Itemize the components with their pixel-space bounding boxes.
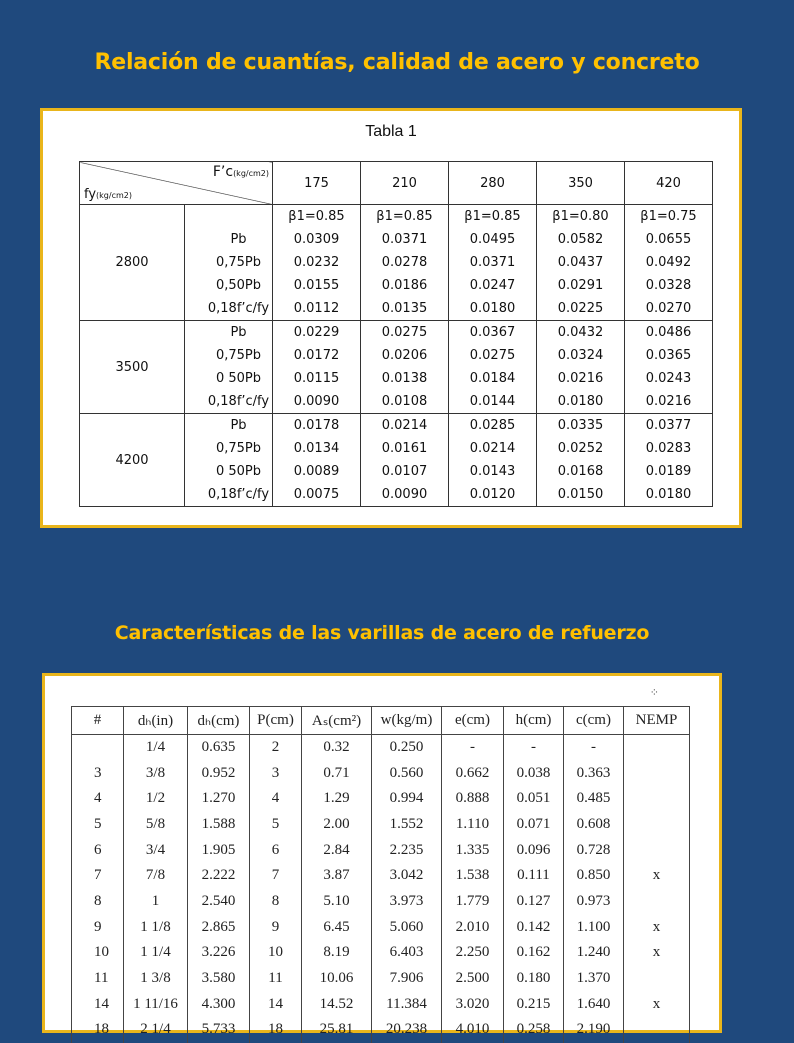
ratio-value: 0.0377 <box>645 418 692 433</box>
varillas-cell: 6.403 <box>372 940 442 966</box>
ratio-value: 0.0432 <box>557 325 604 340</box>
varillas-cell: 0.608 <box>564 812 624 838</box>
varillas-cell: 6.45 <box>302 914 372 940</box>
ratio-value-cell <box>273 205 361 321</box>
varillas-header-cell: P(cm) <box>250 707 302 735</box>
varillas-header-cell: dₕ(cm) <box>188 707 250 735</box>
varillas-cell: 1 1/8 <box>124 914 188 940</box>
ratio-value-cell <box>273 321 361 414</box>
varillas-cell <box>624 1017 690 1043</box>
ratio-label-stack <box>185 321 272 413</box>
ratio-value: 0.0371 <box>381 232 428 247</box>
ratio-value: 0.0107 <box>381 464 428 479</box>
varillas-header-cell: Aₛ(cm²) <box>302 707 372 735</box>
ratio-value: 0.0492 <box>645 255 692 270</box>
varillas-cell: 1.335 <box>442 837 504 863</box>
ratio-value-stack <box>625 321 712 413</box>
ratio-value-stack <box>449 321 536 413</box>
varillas-cell: 14 <box>72 991 124 1017</box>
varillas-cell: 5.060 <box>372 914 442 940</box>
ratio-value: 0.0437 <box>557 255 604 270</box>
varillas-row <box>72 940 690 966</box>
ratio-value: 0.0138 <box>381 371 428 386</box>
varillas-cell: 3/4 <box>124 837 188 863</box>
varillas-cell: 8 <box>250 889 302 915</box>
ratio-value: 0.0275 <box>469 348 516 363</box>
ratio-value-cell <box>625 414 713 507</box>
varillas-cell: 0.662 <box>442 760 504 786</box>
ratio-value: 0.0120 <box>469 487 516 502</box>
varillas-cell: 0.071 <box>504 812 564 838</box>
ratio-value: 0.0180 <box>645 487 692 502</box>
varillas-cell: 5 <box>250 812 302 838</box>
varillas-cell: 0.051 <box>504 786 564 812</box>
varillas-cell: 1.29 <box>302 786 372 812</box>
ratio-value: 0.0214 <box>469 441 516 456</box>
ratio-value-stack <box>273 205 360 320</box>
ratio-value: 0.0285 <box>469 418 516 433</box>
varillas-row <box>72 889 690 915</box>
ratio-value: 0.0324 <box>557 348 604 363</box>
varillas-row <box>72 991 690 1017</box>
beta-spacer <box>185 205 272 228</box>
varillas-cell: 2.865 <box>188 914 250 940</box>
varillas-cell: 0.71 <box>302 760 372 786</box>
ratio-value-cell <box>537 414 625 507</box>
varillas-cell: 11.384 <box>372 991 442 1017</box>
varillas-cell: 2.84 <box>302 837 372 863</box>
ratio-label-cell <box>185 414 273 507</box>
varillas-cell <box>624 966 690 992</box>
ratio-label: 0 50Pb <box>215 371 262 386</box>
varillas-cell: 0.32 <box>302 735 372 761</box>
varillas-cell: 1.240 <box>564 940 624 966</box>
varillas-cell: 3.226 <box>188 940 250 966</box>
varillas-cell: 2 1/4 <box>124 1017 188 1043</box>
varillas-cell: 2.235 <box>372 837 442 863</box>
varillas-header-cell: e(cm) <box>442 707 504 735</box>
varillas-cell: 0.180 <box>504 966 564 992</box>
corner-fy-text: fy <box>84 187 97 202</box>
ratio-value: 0.0161 <box>381 441 428 456</box>
fc-header-cell: 350 <box>537 162 625 205</box>
varillas-cell: 1.370 <box>564 966 624 992</box>
varillas-cell: 3/8 <box>124 760 188 786</box>
varillas-cell: 11 <box>72 966 124 992</box>
varillas-cell: 7.906 <box>372 966 442 992</box>
varillas-cell: - <box>504 735 564 761</box>
varillas-cell: 2.010 <box>442 914 504 940</box>
varillas-cell: 7 <box>72 863 124 889</box>
ratio-value: 0.0309 <box>293 232 340 247</box>
ratio-value: 0.0582 <box>557 232 604 247</box>
varillas-cell: 0.038 <box>504 760 564 786</box>
varillas-cell: 1.552 <box>372 812 442 838</box>
varillas-cell <box>624 837 690 863</box>
varillas-cell: 2.190 <box>564 1017 624 1043</box>
varillas-cell: 0.850 <box>564 863 624 889</box>
beta-value: β1=0.85 <box>376 209 433 224</box>
ratio-value: 0.0371 <box>469 255 516 270</box>
varillas-cell: 6 <box>72 837 124 863</box>
varillas-cell: 1.100 <box>564 914 624 940</box>
slide-title-2: Características de las varillas de acero de refuerzo <box>114 622 650 644</box>
varillas-cell: 2.540 <box>188 889 250 915</box>
fc-header-cell: 420 <box>625 162 713 205</box>
ratio-value-stack <box>449 414 536 506</box>
varillas-row <box>72 760 690 786</box>
varillas-cell: x <box>624 914 690 940</box>
ratio-value: 0.0135 <box>381 301 428 316</box>
varillas-cell: 10.06 <box>302 966 372 992</box>
ratio-label-cell <box>185 205 273 321</box>
ratio-value-cell <box>537 205 625 321</box>
varillas-cell <box>624 760 690 786</box>
varillas-cell: 8 <box>72 889 124 915</box>
ratio-value: 0.0075 <box>293 487 340 502</box>
corner-fc-unit: (kg/cm2) <box>233 169 269 178</box>
varillas-cell: 5.733 <box>188 1017 250 1043</box>
fy-value-cell: 3500 <box>80 321 185 414</box>
varillas-header-cell: w(kg/m) <box>372 707 442 735</box>
ratio-value: 0.0655 <box>645 232 692 247</box>
ratio-value: 0.0189 <box>645 464 692 479</box>
ratio-value-stack <box>361 205 448 320</box>
cuantias-header-row <box>80 162 713 205</box>
ratio-value-cell <box>625 321 713 414</box>
varillas-cell: 3 <box>250 760 302 786</box>
varillas-row <box>72 837 690 863</box>
varillas-cell: 0.258 <box>504 1017 564 1043</box>
tabla-1-caption: Tabla 1 <box>365 123 417 140</box>
varillas-header-cell: NEMP <box>624 707 690 735</box>
varillas-cell <box>624 812 690 838</box>
ratio-value: 0.0216 <box>557 371 604 386</box>
ratio-value: 0.0172 <box>293 348 340 363</box>
varillas-table <box>71 706 690 1043</box>
varillas-row <box>72 786 690 812</box>
slide-title-1: Relación de cuantías, calidad de acero y concreto <box>94 50 700 75</box>
ratio-value: 0.0270 <box>645 301 692 316</box>
ratio-value: 0.0180 <box>469 301 516 316</box>
varillas-cell: 0.485 <box>564 786 624 812</box>
ratio-value: 0.0252 <box>557 441 604 456</box>
ratio-value-cell <box>449 321 537 414</box>
ratio-label: Pb <box>230 418 247 433</box>
varillas-cell: x <box>624 863 690 889</box>
ratio-value-cell <box>361 414 449 507</box>
ratio-value-cell <box>273 414 361 507</box>
ratio-value: 0.0090 <box>381 487 428 502</box>
ratio-value-cell <box>361 205 449 321</box>
fy-group-row <box>80 321 713 414</box>
varillas-cell: 0.728 <box>564 837 624 863</box>
varillas-cell: 4.010 <box>442 1017 504 1043</box>
varillas-cell: 1.538 <box>442 863 504 889</box>
ratio-value: 0.0232 <box>293 255 340 270</box>
ratio-value-stack <box>361 414 448 506</box>
varillas-header-cell: h(cm) <box>504 707 564 735</box>
ratio-value: 0.0229 <box>293 325 340 340</box>
varillas-cell: 0.973 <box>564 889 624 915</box>
varillas-cell: 14.52 <box>302 991 372 1017</box>
ratio-value: 0.0486 <box>645 325 692 340</box>
varillas-row <box>72 812 690 838</box>
varillas-cell <box>72 735 124 761</box>
varillas-cell <box>624 889 690 915</box>
fc-header-cell: 280 <box>449 162 537 205</box>
varillas-cell: 10 <box>72 940 124 966</box>
varillas-cell: 4.300 <box>188 991 250 1017</box>
ratio-value-stack <box>625 205 712 320</box>
varillas-cell <box>624 735 690 761</box>
ratio-value: 0.0184 <box>469 371 516 386</box>
ratio-value: 0.0168 <box>557 464 604 479</box>
ratio-value-cell <box>361 321 449 414</box>
ratio-value: 0.0150 <box>557 487 604 502</box>
beta-value: β1=0.75 <box>640 209 697 224</box>
varillas-header-cell: c(cm) <box>564 707 624 735</box>
varillas-cell: 9 <box>72 914 124 940</box>
ratio-value: 0.0143 <box>469 464 516 479</box>
ratio-label-cell <box>185 321 273 414</box>
varillas-cell: 0.952 <box>188 760 250 786</box>
ratio-value: 0.0495 <box>469 232 516 247</box>
ratio-value: 0.0275 <box>381 325 428 340</box>
tabla-1-panel <box>40 108 742 528</box>
ratio-value: 0.0155 <box>293 278 340 293</box>
ratio-label-stack <box>185 205 272 320</box>
varillas-cell: 3.042 <box>372 863 442 889</box>
varillas-cell: 0.127 <box>504 889 564 915</box>
ratio-value-stack <box>273 321 360 413</box>
varillas-cell: 1.588 <box>188 812 250 838</box>
varillas-row <box>72 1017 690 1043</box>
ratio-value-stack <box>537 205 624 320</box>
varillas-header-cell: # <box>72 707 124 735</box>
varillas-cell: 1.270 <box>188 786 250 812</box>
fy-value-cell: 4200 <box>80 414 185 507</box>
ratio-value: 0.0214 <box>381 418 428 433</box>
varillas-cell: - <box>564 735 624 761</box>
ratio-label: 0,75Pb <box>215 348 262 363</box>
ratio-label: 0 50Pb <box>215 464 262 479</box>
varillas-cell: 1 <box>124 889 188 915</box>
ratio-value: 0.0112 <box>293 301 340 316</box>
varillas-cell: 0.635 <box>188 735 250 761</box>
ratio-value-cell <box>537 321 625 414</box>
corner-cell <box>80 162 273 205</box>
varillas-cell: 1.110 <box>442 812 504 838</box>
ratio-value: 0.0243 <box>645 371 692 386</box>
ratio-label: Pb <box>230 325 247 340</box>
varillas-cell: 0.363 <box>564 760 624 786</box>
varillas-row <box>72 735 690 761</box>
varillas-cell: 7 <box>250 863 302 889</box>
varillas-row <box>72 863 690 889</box>
varillas-cell: 2.222 <box>188 863 250 889</box>
ratio-label: 0,18f’c/fy <box>207 487 270 502</box>
ratio-label: 0,18f’c/fy <box>207 394 270 409</box>
tabla-2-panel <box>42 673 722 1038</box>
ratio-value: 0.0108 <box>381 394 428 409</box>
varillas-cell: 5.10 <box>302 889 372 915</box>
varillas-cell: 1 3/8 <box>124 966 188 992</box>
beta-value: β1=0.85 <box>464 209 521 224</box>
varillas-cell: 7/8 <box>124 863 188 889</box>
ratio-value-stack <box>537 414 624 506</box>
varillas-cell: 3.87 <box>302 863 372 889</box>
ratio-value-cell <box>449 414 537 507</box>
ratio-value-stack <box>273 414 360 506</box>
fc-header-cell: 210 <box>361 162 449 205</box>
ratio-value: 0.0178 <box>293 418 340 433</box>
varillas-cell: 14 <box>250 991 302 1017</box>
varillas-header-cell: dₕ(in) <box>124 707 188 735</box>
fc-header-cell: 175 <box>273 162 361 205</box>
varillas-cell: 11 <box>250 966 302 992</box>
varillas-cell: 0.162 <box>504 940 564 966</box>
varillas-cell: 6 <box>250 837 302 863</box>
varillas-cell: - <box>442 735 504 761</box>
varillas-cell <box>624 786 690 812</box>
ratio-value: 0.0278 <box>381 255 428 270</box>
varillas-cell: 25.81 <box>302 1017 372 1043</box>
ratio-value-cell <box>625 205 713 321</box>
varillas-cell: 20.238 <box>372 1017 442 1043</box>
ratio-value: 0.0090 <box>293 394 340 409</box>
varillas-cell: 0.096 <box>504 837 564 863</box>
ratio-value: 0.0247 <box>469 278 516 293</box>
ratio-value-stack <box>449 205 536 320</box>
ratio-value-stack <box>625 414 712 506</box>
ratio-value: 0.0180 <box>557 394 604 409</box>
corner-fc-text: F’c <box>212 164 234 180</box>
beta-value: β1=0.85 <box>288 209 345 224</box>
ratio-value: 0.0225 <box>557 301 604 316</box>
fy-value-cell: 2800 <box>80 205 185 321</box>
varillas-cell: 3.580 <box>188 966 250 992</box>
ratio-value-stack <box>361 321 448 413</box>
varillas-header-row <box>72 707 690 735</box>
varillas-cell: 0.888 <box>442 786 504 812</box>
varillas-cell: 0.142 <box>504 914 564 940</box>
varillas-cell: 1.779 <box>442 889 504 915</box>
beta-value: β1=0.80 <box>552 209 609 224</box>
varillas-cell: 3.973 <box>372 889 442 915</box>
ratio-value: 0.0291 <box>557 278 604 293</box>
ratio-label: 0,75Pb <box>215 255 262 270</box>
varillas-cell: 0.250 <box>372 735 442 761</box>
varillas-cell: 8.19 <box>302 940 372 966</box>
ratio-value: 0.0216 <box>645 394 692 409</box>
varillas-cell: 0.994 <box>372 786 442 812</box>
varillas-cell: 5/8 <box>124 812 188 838</box>
varillas-cell: 0.215 <box>504 991 564 1017</box>
ratio-value: 0.0089 <box>293 464 340 479</box>
varillas-cell: 2 <box>250 735 302 761</box>
ratio-label: 0,18f’c/fy <box>207 301 270 316</box>
ratio-value: 0.0115 <box>293 371 340 386</box>
varillas-cell: 1/4 <box>124 735 188 761</box>
varillas-cell: 1 11/16 <box>124 991 188 1017</box>
varillas-cell: x <box>624 940 690 966</box>
varillas-cell: 3 <box>72 760 124 786</box>
ratio-label: Pb <box>230 232 247 247</box>
ratio-value: 0.0283 <box>645 441 692 456</box>
varillas-cell: 18 <box>250 1017 302 1043</box>
ratio-value-stack <box>537 321 624 413</box>
cuantias-table <box>79 161 713 507</box>
varillas-row <box>72 966 690 992</box>
varillas-cell: 10 <box>250 940 302 966</box>
ratio-value: 0.0206 <box>381 348 428 363</box>
varillas-cell: 1 1/4 <box>124 940 188 966</box>
ratio-value-cell <box>449 205 537 321</box>
varillas-cell: 1.905 <box>188 837 250 863</box>
ratio-value: 0.0367 <box>469 325 516 340</box>
varillas-cell: x <box>624 991 690 1017</box>
ratio-value: 0.0134 <box>293 441 340 456</box>
fy-group-row <box>80 205 713 321</box>
varillas-row <box>72 914 690 940</box>
corner-fy-unit: (kg/cm2) <box>96 191 132 200</box>
ratio-value: 0.0144 <box>469 394 516 409</box>
varillas-cell: 2.250 <box>442 940 504 966</box>
varillas-cell: 1.640 <box>564 991 624 1017</box>
ratio-value: 0.0365 <box>645 348 692 363</box>
varillas-cell: 0.560 <box>372 760 442 786</box>
ratio-value: 0.0335 <box>557 418 604 433</box>
ratio-value: 0.0328 <box>645 278 692 293</box>
varillas-cell: 5 <box>72 812 124 838</box>
corner-fy-label <box>84 187 132 202</box>
varillas-cell: 2.00 <box>302 812 372 838</box>
varillas-cell: 4 <box>250 786 302 812</box>
ratio-value: 0.0186 <box>381 278 428 293</box>
varillas-cell: 9 <box>250 914 302 940</box>
fy-group-row <box>80 414 713 507</box>
varillas-cell: 3.020 <box>442 991 504 1017</box>
varillas-cell: 1/2 <box>124 786 188 812</box>
varillas-cell: 18 <box>72 1017 124 1043</box>
ratio-label: 0,75Pb <box>215 441 262 456</box>
scan-mark: ⁘ <box>649 687 659 699</box>
varillas-cell: 0.111 <box>504 863 564 889</box>
corner-fc-label <box>213 164 269 180</box>
ratio-label: 0,50Pb <box>215 278 262 293</box>
ratio-label-stack <box>185 414 272 506</box>
varillas-cell: 2.500 <box>442 966 504 992</box>
varillas-cell: 4 <box>72 786 124 812</box>
